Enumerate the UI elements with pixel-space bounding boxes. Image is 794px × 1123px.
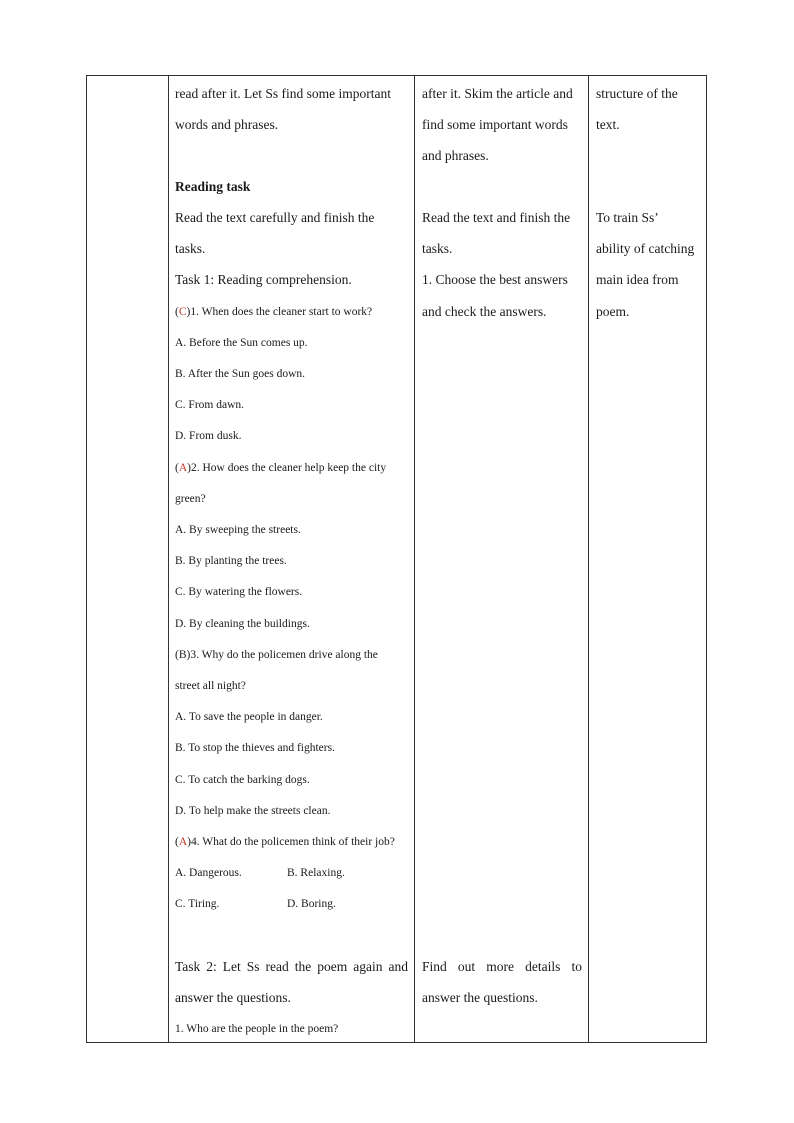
option: A. Dangerous. xyxy=(175,867,242,879)
question-2: (A)2. How does the cleaner help keep the city xyxy=(175,462,387,474)
intro-text: words and phrases. xyxy=(175,117,279,132)
task2-question-1: 1. Who are the people in the poem? xyxy=(175,1023,339,1035)
column-divider xyxy=(414,76,415,1042)
option: D. From dusk. xyxy=(175,430,242,442)
student-text: 1. Choose the best answers xyxy=(422,272,568,287)
lesson-plan-table xyxy=(86,75,707,1043)
option: B. To stop the thieves and fighters. xyxy=(175,742,335,754)
student-text: after it. Skim the article and xyxy=(422,86,573,101)
student-text: find some important words xyxy=(422,117,568,132)
column-divider xyxy=(588,76,589,1042)
question-2-continued: green? xyxy=(175,493,206,505)
student-text: tasks. xyxy=(422,241,453,256)
answer-letter: A xyxy=(178,836,188,848)
purpose-text: text. xyxy=(596,117,620,132)
purpose-text: poem. xyxy=(596,304,630,319)
option: B. By planting the trees. xyxy=(175,555,287,567)
question-3: (B)3. Why do the policemen drive along the xyxy=(175,649,378,661)
task1-title: Task 1: Reading comprehension. xyxy=(175,272,352,287)
student-text: Find out more details to xyxy=(422,959,582,974)
option: A. By sweeping the streets. xyxy=(175,524,301,536)
student-text: and check the answers. xyxy=(422,304,547,319)
task2-title: Task 2: Let Ss read the poem again and xyxy=(175,959,408,974)
purpose-text: structure of the xyxy=(596,86,678,101)
answer-letter: C xyxy=(178,306,187,318)
option: D. By cleaning the buildings. xyxy=(175,618,310,630)
question-4: (A)4. What do the policemen think of their job? xyxy=(175,836,395,848)
student-activity-cell xyxy=(422,76,582,1042)
option: D. Boring. xyxy=(287,898,336,910)
purpose-text: ability of catching xyxy=(596,241,695,256)
teacher-activity-cell xyxy=(175,76,410,1042)
option: D. To help make the streets clean. xyxy=(175,805,331,817)
instruction-text: Read the text carefully and finish the xyxy=(175,210,375,225)
option: C. Tiring. xyxy=(175,898,220,910)
option: A. Before the Sun comes up. xyxy=(175,337,308,349)
instruction-text: tasks. xyxy=(175,241,206,256)
question-3-continued: street all night? xyxy=(175,680,246,692)
purpose-text: main idea from xyxy=(596,272,679,287)
task2-title: answer the questions. xyxy=(175,990,291,1005)
stage-column-cell xyxy=(87,76,168,1042)
question-1: (C)1. When does the cleaner start to work? xyxy=(175,306,373,318)
column-divider xyxy=(168,76,169,1042)
option: C. By watering the flowers. xyxy=(175,586,303,598)
student-text: and phrases. xyxy=(422,148,489,163)
student-text: Read the text and finish the xyxy=(422,210,571,225)
intro-text: read after it. Let Ss find some important xyxy=(175,86,391,101)
student-text: answer the questions. xyxy=(422,990,538,1005)
answer-letter: A xyxy=(178,462,188,474)
purpose-text: To train Ss’ xyxy=(596,210,659,225)
option: B. After the Sun goes down. xyxy=(175,368,306,380)
reading-task-heading: Reading task xyxy=(175,179,251,194)
option: A. To save the people in danger. xyxy=(175,711,323,723)
option: C. From dawn. xyxy=(175,399,244,411)
option: B. Relaxing. xyxy=(287,867,345,879)
option: C. To catch the barking dogs. xyxy=(175,774,310,786)
purpose-cell xyxy=(596,76,704,1042)
